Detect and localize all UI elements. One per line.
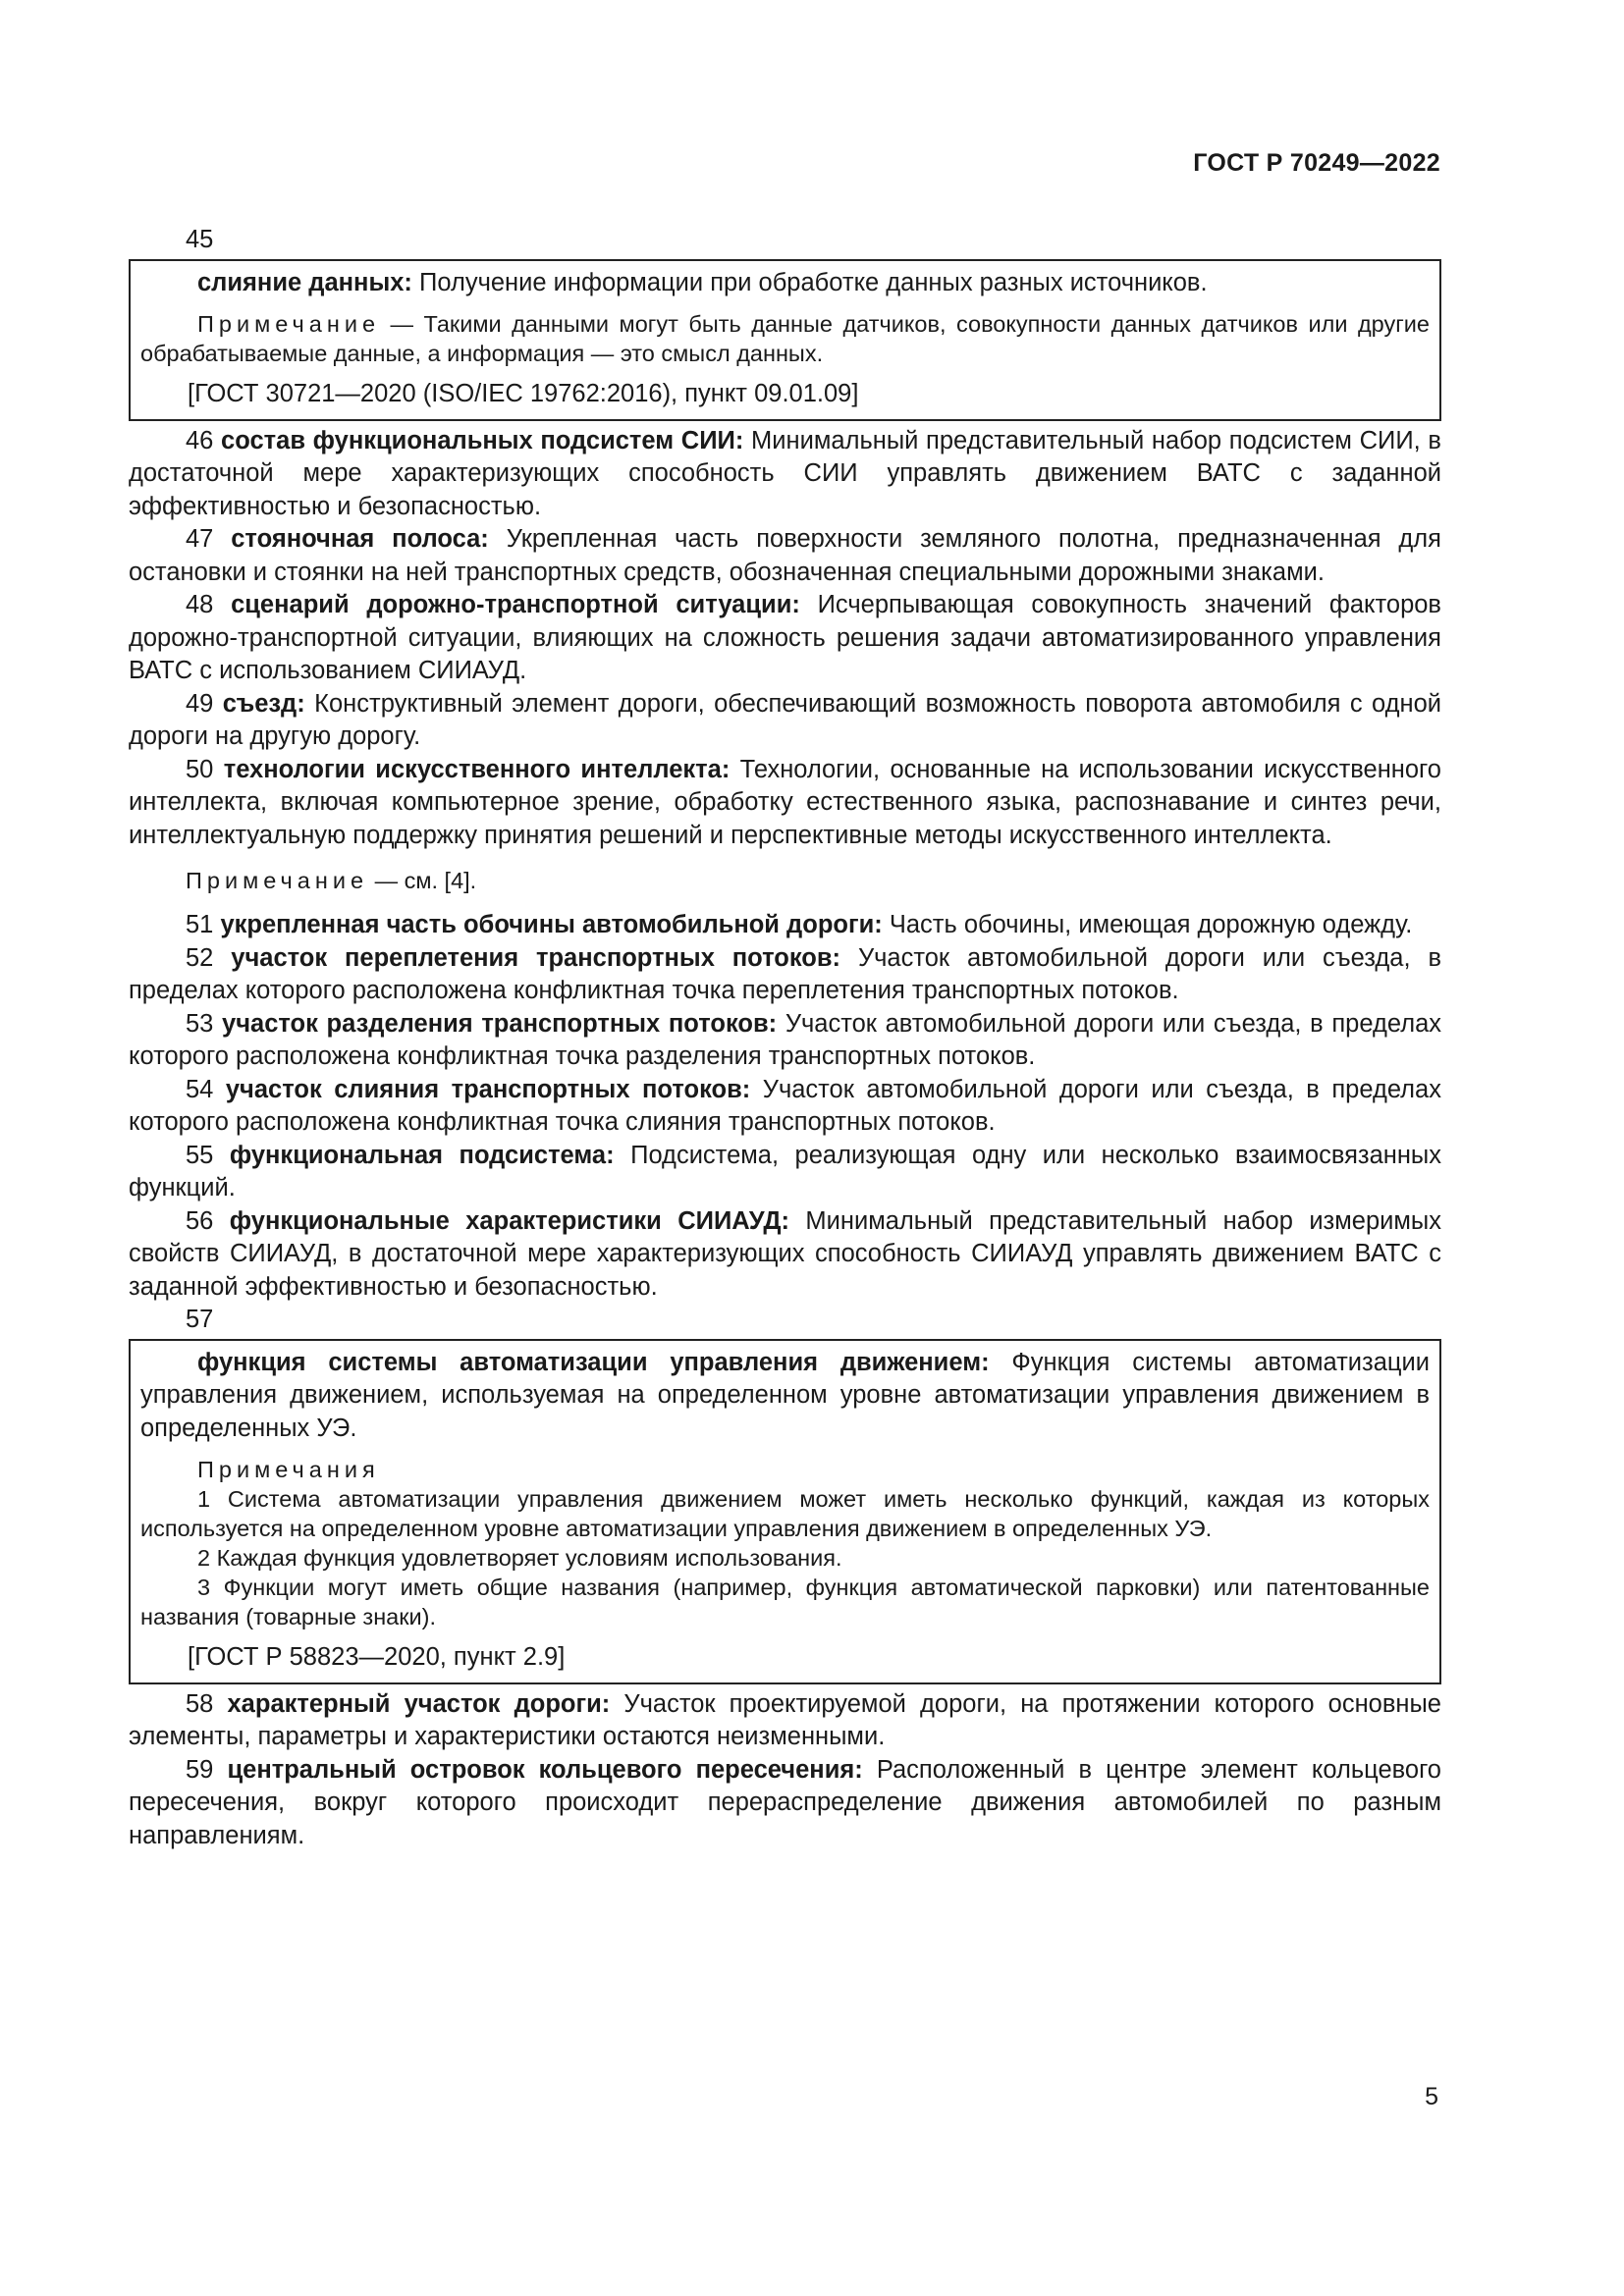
note-label: Примечание: [186, 868, 369, 893]
term-name: участок разделения транспортных потоков:: [222, 1009, 778, 1038]
term-entry: [129, 589, 1441, 688]
term-name: участок переплетения транспортных потоков:: [231, 943, 841, 972]
term-name: сценарий дорожно-транспортной ситуации:: [231, 591, 800, 618]
term-text: Конструктивный элемент дороги, обеспечивающий возможность поворота автомобиля с одной дороги на другую дорогу.: [129, 689, 1441, 750]
term-name: технологии искусственного интеллекта:: [223, 755, 731, 783]
term-text: Подсистема, реализующая одну или несколько взаимосвязанных функций.: [129, 1141, 1442, 1201]
term-name: функциональная подсистема:: [229, 1141, 615, 1169]
term-name: функция системы автоматизации управления движением:: [197, 1348, 990, 1376]
term-entry: [129, 942, 1441, 1008]
term-note-50: [129, 866, 1441, 895]
term-name: функциональные характеристики СИИАУД:: [229, 1206, 789, 1235]
term-entry: [129, 688, 1441, 754]
term-number: 53: [186, 1009, 214, 1038]
note-text: — см. [4].: [374, 868, 477, 893]
term-text: Минимальный представительный набор измеримых свойств СИИАУД, в достаточной мере характеризующих способность СИИАУД управлять движением ВАТС с заданной эффективностью и безопасностью.: [129, 1206, 1441, 1301]
term-name: съезд:: [222, 689, 305, 718]
term-entry: [129, 523, 1441, 589]
term-name: укрепленная часть обочины автомобильной дороги:: [220, 911, 883, 938]
term-entry: [129, 1074, 1441, 1140]
term-number: 50: [186, 755, 214, 783]
term-list-a: [129, 425, 1441, 853]
term-text: Минимальный представительный набор подсистем СИИ, в достаточной мере характеризующих способность СИИ управлять движением ВАТС с заданной эффективностью и безопасностью.: [129, 426, 1441, 520]
term-entry: [129, 754, 1441, 853]
term-name: состав функциональных подсистем СИИ:: [221, 426, 744, 454]
page-content: [129, 224, 1441, 1852]
term-text: Участок автомобильной дороги или съезда, в пределах которого расположена конфликтная точка разделения транспортных потоков.: [129, 1009, 1442, 1070]
document-header: ГОСТ Р 70249—2022: [1193, 149, 1440, 177]
term-name: центральный островок кольцевого пересечения:: [227, 1755, 863, 1784]
term-text: Часть обочины, имеющая дорожную одежду.: [889, 911, 1413, 938]
term-number: 54: [186, 1075, 214, 1103]
term-entry: [129, 1205, 1441, 1305]
term-number: 48: [186, 591, 214, 618]
term-entry: [129, 425, 1441, 524]
term-text: Получение информации при обработке данных разных источников.: [419, 268, 1208, 296]
term-name: характерный участок дороги:: [227, 1689, 611, 1718]
term-source: [ГОСТ 30721—2020 (ISO/IEC 19762:2016), пункт 09.01.09]: [188, 380, 859, 407]
notes-label: Примечания: [197, 1457, 380, 1482]
term-number: 56: [186, 1206, 214, 1235]
term-text: Расположенный в центре элемент кольцевого пересечения, вокруг которого происходит перераспределение движения автомобилей по разным направлениям.: [129, 1755, 1441, 1849]
term-number-45: 45: [186, 226, 214, 253]
term-text: Исчерпывающая совокупность значений факторов дорожно-транспортной ситуации, влияющих на сложность решения задачи автоматизированного управления ВАТС с использованием СИИАУД.: [129, 591, 1441, 684]
term-text: Участок автомобильной дороги или съезда, в пределах которого расположена конфликтная точка слияния транспортных потоков.: [129, 1075, 1441, 1136]
term-number: 58: [186, 1689, 214, 1718]
boxed-term-57: [129, 1339, 1441, 1684]
term-text: Технологии, основанные на использовании искусственного интеллекта, включая компьютерное зрение, обработку естественного языка, распознавание и синтез речи, интеллектуальную поддержку принятия решений и перспективные методы искусственного интеллекта.: [129, 755, 1441, 849]
term-text: Участок автомобильной дороги или съезда, в пределах которого расположена конфликтная точка переплетения транспортных потоков.: [129, 943, 1441, 1004]
page-number: 5: [1425, 2083, 1438, 2110]
boxed-term-45: [129, 259, 1441, 421]
note-item: 3 Функции могут иметь общие названия (например, функция автоматической парковки) или патентованные названия (товарные знаки).: [140, 1575, 1430, 1629]
note-label: Примечание: [197, 311, 381, 337]
term-entry: [129, 1688, 1441, 1754]
term-number: 49: [186, 689, 214, 718]
term-text: Укрепленная часть поверхности земляного полотна, предназначенная для остановки и стоянки на ней транспортных средств, обозначенная специальными дорожными знаками.: [129, 525, 1441, 586]
term-number: 59: [186, 1755, 214, 1784]
term-number: 46: [186, 426, 214, 454]
term-number: 55: [186, 1141, 214, 1169]
note-text: — Такими данными могут быть данные датчиков, совокупности данных датчиков или другие обрабатываемые данные, а информация — это смысл данных.: [140, 311, 1430, 366]
term-name: стояночная полоса:: [231, 525, 489, 553]
term-note: [140, 309, 1430, 368]
term-list-c: [129, 1688, 1441, 1853]
term-name: участок слияния транспортных потоков:: [225, 1075, 751, 1103]
term-entry: [129, 1008, 1441, 1074]
note-item: 1 Система автоматизации управления движением может иметь несколько функций, каждая из которых используется на определенном уровне автоматизации управления движением в определенных УЭ.: [140, 1486, 1430, 1541]
term-list-b: [129, 909, 1441, 1304]
term-entry: [129, 1140, 1441, 1205]
term-source: [ГОСТ Р 58823—2020, пункт 2.9]: [188, 1643, 566, 1671]
term-entry: [129, 1754, 1441, 1853]
term-number: 52: [186, 943, 214, 972]
term-definition: [140, 267, 1430, 300]
term-entry: [129, 909, 1441, 942]
term-number-57: 57: [186, 1306, 214, 1333]
term-number: 47: [186, 525, 214, 553]
term-definition: [140, 1347, 1430, 1446]
term-text: Функция системы автоматизации управления движением, используемая на определенном уровне автоматизации управления движением в определенных УЭ.: [140, 1348, 1431, 1442]
term-name: слияние данных:: [197, 268, 412, 296]
term-number: 51: [186, 911, 214, 938]
term-text: Участок проектируемой дороги, на протяжении которого основные элементы, параметры и характеристики остаются неизменными.: [129, 1689, 1441, 1750]
note-item: 2 Каждая функция удовлетворяет условиям использования.: [197, 1545, 842, 1571]
